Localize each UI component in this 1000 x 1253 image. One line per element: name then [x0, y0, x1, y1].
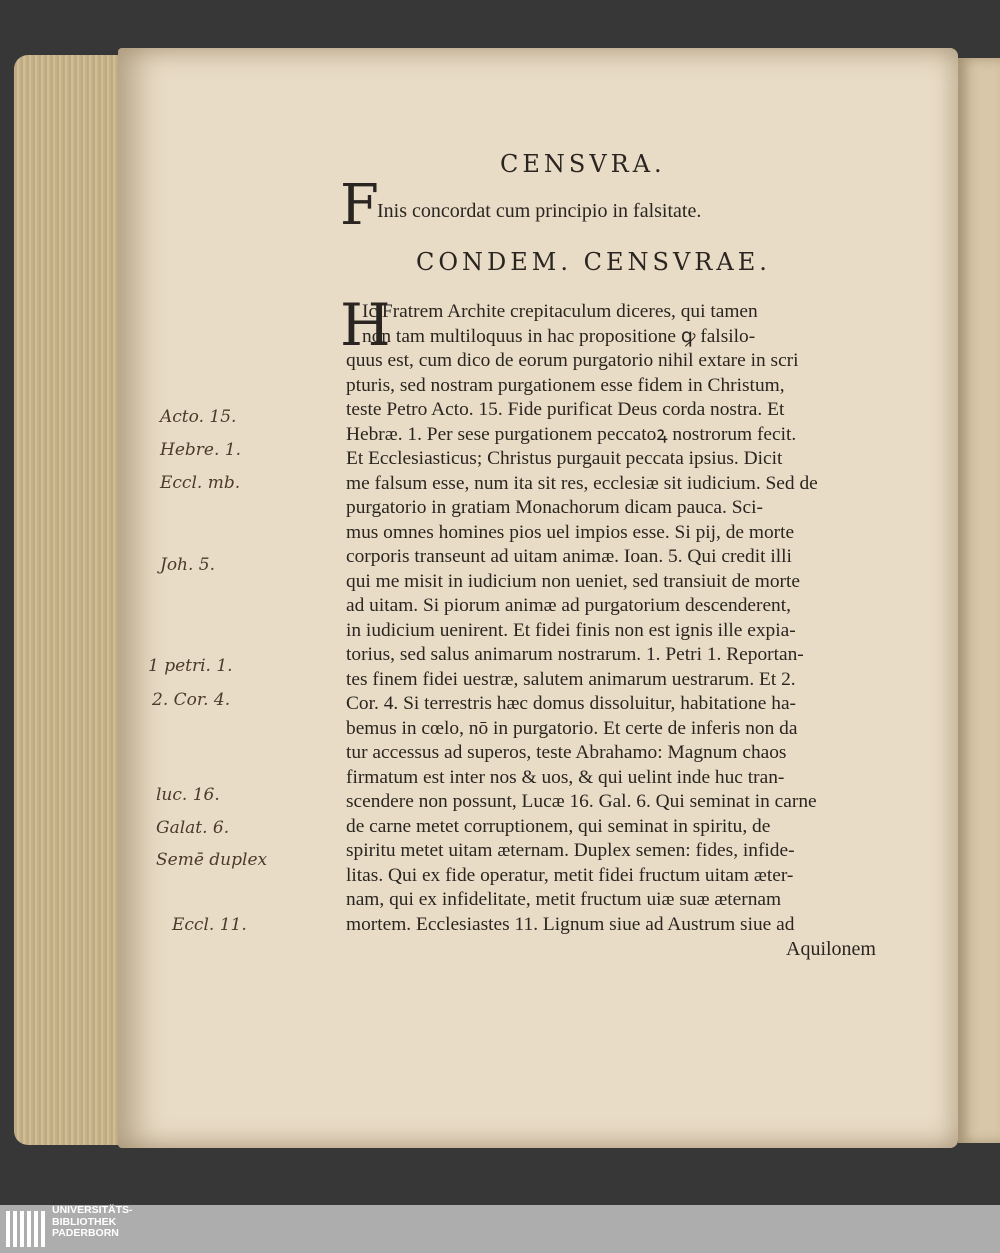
marginal-note: Joh. 5. [160, 555, 216, 575]
body-line: Hebræ. 1. Per sese purgationem peccatoꝝ nostrorum fecit. [346, 423, 797, 445]
first-line-text: Inis concordat cum principio in falsitate. [377, 200, 702, 222]
body-line: non tam multiloquus in hac propositione ꝙ falsilo- [362, 325, 756, 347]
marginal-note: Eccl. mb. [160, 473, 241, 493]
library-name [52, 1205, 133, 1240]
marginal-note: 2. Cor. 4. [152, 690, 231, 710]
library-name-line: PADERBORN [52, 1227, 119, 1239]
body-line: Ic Fratrem Archite crepitaculum diceres, qui tamen [362, 301, 758, 322]
body-line: nam, qui ex infidelitate, metit fructum uiæ suæ æternam [346, 889, 782, 910]
body-line: corporis transeunt ad uitam animæ. Ioan. 5. Qui credit illi [346, 546, 792, 567]
drop-cap-h: H [340, 291, 391, 359]
body-line: pturis, sed nostram purgationem esse fidem in Christum, [346, 374, 785, 396]
marginal-note: Acto. 15. [160, 407, 237, 427]
page-title: CENSVRA. [500, 150, 666, 178]
body-line: torius, sed salus animarum nostrarum. 1. Petri 1. Reportan- [346, 644, 804, 665]
book-page-edges [14, 55, 124, 1145]
body-line: spiritu metet uitam æternam. Duplex semen: fides, infide- [346, 840, 795, 861]
body-line: firmatum est inter nos & uos, & qui uelint inde huc tran- [346, 766, 785, 788]
body-line: mortem. Ecclesiastes 11. Lignum siue ad Austrum siue ad [346, 913, 795, 935]
body-line: mus omnes homines pios uel impios esse. Si pij, de morte [346, 521, 795, 543]
facing-page-edge [958, 58, 1000, 1143]
body-line: in iudicium uenirent. Et fidei finis non est ignis ille expia- [346, 619, 796, 641]
marginal-note: Hebre. 1. [160, 440, 241, 460]
body-line: tur accessus ad superos, teste Abrahamo: Magnum chaos [346, 742, 787, 763]
body-line: me falsum esse, num ita sit res, ecclesiæ sit iudicium. Sed de [346, 472, 818, 494]
marginal-note: Semē duplex [156, 850, 268, 870]
library-footer-bar [0, 1205, 1000, 1253]
body-line: purgatorio in gratiam Monachorum dicam pauca. Sci- [346, 497, 763, 518]
body-line: litas. Qui ex fide operatur, metit fidei fructum uitam æter- [346, 864, 794, 886]
catchword: Aquilonem [786, 938, 876, 960]
drop-cap-f: F [340, 173, 379, 238]
body-line: teste Petro Acto. 15. Fide purificat Deus corda nostra. Et [346, 399, 785, 420]
library-name-line: UNIVERSITÄTS- [52, 1204, 133, 1216]
body-line: bemus in cœlo, nō in purgatorio. Et certe de inferis non da [346, 717, 798, 739]
section-heading: CONDEM. CENSVRAE. [416, 248, 771, 276]
body-line: tes finem fidei uestræ, salutem animarum uestrarum. Et 2. [346, 668, 796, 690]
library-name-line: BIBLIOTHEK [52, 1215, 117, 1228]
body-line: qui me misit in iudicium non ueniet, sed transiuit de morte [346, 570, 800, 592]
marginal-note: Eccl. 11. [172, 915, 247, 935]
body-line: Et Ecclesiasticus; Christus purgauit peccata ipsius. Dicit [346, 448, 783, 469]
marginal-note: 1 petri. 1. [148, 656, 233, 676]
body-line: Cor. 4. Si terrestris hæc domus dissoluitur, habitatione ha- [346, 693, 797, 714]
marginal-note: luc. 16. [156, 785, 220, 805]
marginal-note: Galat. 6. [156, 818, 230, 838]
library-logo-icon [4, 1207, 48, 1251]
body-text [346, 300, 896, 937]
body-line: scendere non possunt, Lucæ 16. Gal. 6. Qui seminat in carne [346, 791, 817, 812]
body-line: ad uitam. Si piorum animæ ad purgatorium descenderent, [346, 595, 791, 616]
body-line: quus est, cum dico de eorum purgatorio nihil extare in scri [346, 350, 799, 371]
body-line: de carne metet corruptionem, qui seminat in spiritu, de [346, 815, 771, 837]
